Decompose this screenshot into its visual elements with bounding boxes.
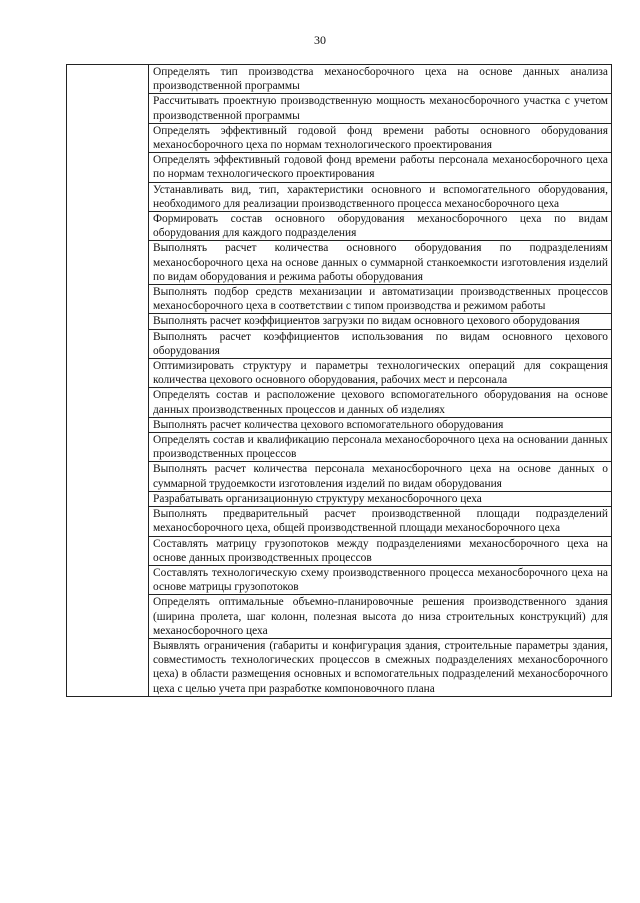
- table-cell: Выполнять предварительный расчет производственной площади подразделений механосборочного цеха, общей производственной площади механосборочного цеха: [149, 507, 612, 536]
- table-cell: Определять оптимальные объемно-планировочные решения производственного здания (ширина пролета, шаг колонн, полезная высота до низа строительных конструкций) для механосборочного цеха: [149, 595, 612, 639]
- table-cell: Выполнять расчет количества основного оборудования по подразделениям механосборочного цеха на основе данных о суммарной станкоемкости изготовления изделий по видам оборудования и режима работы оборудования: [149, 241, 612, 285]
- table-cell: Определять тип производства механосборочного цеха на основе данных анализа производственной программы: [149, 65, 612, 94]
- table-cell: Выполнять подбор средств механизации и автоматизации производственных процессов механосборочного цеха в соответствии с типом производства и режимом работы: [149, 285, 612, 314]
- table-row: [67, 388, 612, 417]
- page-number: 30: [314, 33, 326, 47]
- table-cell: Составлять матрицу грузопотоков между подразделениями механосборочного цеха на основе данных производственных процессов: [149, 536, 612, 565]
- table-cell: Устанавливать вид, тип, характеристики основного и вспомогательного оборудования, необходимого для реализации производственного процесса механосборочного цеха: [149, 182, 612, 211]
- skills-table: [66, 64, 612, 697]
- table-cell: Выполнять расчет количества цехового вспомогательного оборудования: [149, 417, 612, 432]
- table-row: [67, 241, 612, 285]
- table-cell: Формировать состав основного оборудования механосборочного цеха по видам оборудования для каждого подразделения: [149, 212, 612, 241]
- table-cell: Составлять технологическую схему производственного процесса механосборочного цеха на основе матрицы грузопотоков: [149, 565, 612, 594]
- table-cell: Определять эффективный годовой фонд времени работы персонала механосборочного цеха по нормам технологического проектирования: [149, 153, 612, 182]
- table-cell: Определять эффективный годовой фонд времени работы основного оборудования механосборочного цеха по нормам технологического проектирования: [149, 123, 612, 152]
- table-cell: Разрабатывать организационную структуру механосборочного цеха: [149, 491, 612, 506]
- table-cell: Определять состав и расположение цехового вспомогательного оборудования на основе данных производственных процессов и данных об изделиях: [149, 388, 612, 417]
- table-cell: Оптимизировать структуру и параметры технологических операций для сокращения количества цехового основного оборудования, рабочих мест и персонала: [149, 359, 612, 388]
- table-row: [67, 595, 612, 639]
- table-cell: Определять состав и квалификацию персонала механосборочного цеха на основании данных производственных процессов: [149, 433, 612, 462]
- table-cell: Рассчитывать проектную производственную мощность механосборочного участка с учетом производственной программы: [149, 94, 612, 123]
- table-row: [67, 638, 612, 696]
- table-row: [67, 565, 612, 594]
- table-row: [67, 329, 612, 358]
- table-row: [67, 94, 612, 123]
- table-cell: Выполнять расчет коэффициентов загрузки по видам основного цехового оборудования: [149, 314, 612, 329]
- table-row: [67, 182, 612, 211]
- table-row: [67, 417, 612, 432]
- table-row: [67, 285, 612, 314]
- table-row: [67, 433, 612, 462]
- table-row: [67, 536, 612, 565]
- table-row: [67, 212, 612, 241]
- table-row: [67, 462, 612, 491]
- table-row: [67, 491, 612, 506]
- table-row: [67, 123, 612, 152]
- table-row: [67, 507, 612, 536]
- table-cell: Выполнять расчет коэффициентов использования по видам основного цехового оборудования: [149, 329, 612, 358]
- table-cell: Выявлять ограничения (габариты и конфигурация здания, строительные параметры здания, совместимость технологических процессов в смежных подразделениях механосборочного цеха) в области размещения основных и вспомогательных подразделений механосборочного цеха с целью учета при разработке компоновочного плана: [149, 638, 612, 696]
- table-row: [67, 314, 612, 329]
- table-left-column: [67, 65, 149, 697]
- table-row: [67, 153, 612, 182]
- table-cell: Выполнять расчет количества персонала механосборочного цеха на основе данных о суммарной трудоемкости изготовления изделий по видам оборудования: [149, 462, 612, 491]
- table-row: [67, 359, 612, 388]
- table-row: [67, 65, 612, 94]
